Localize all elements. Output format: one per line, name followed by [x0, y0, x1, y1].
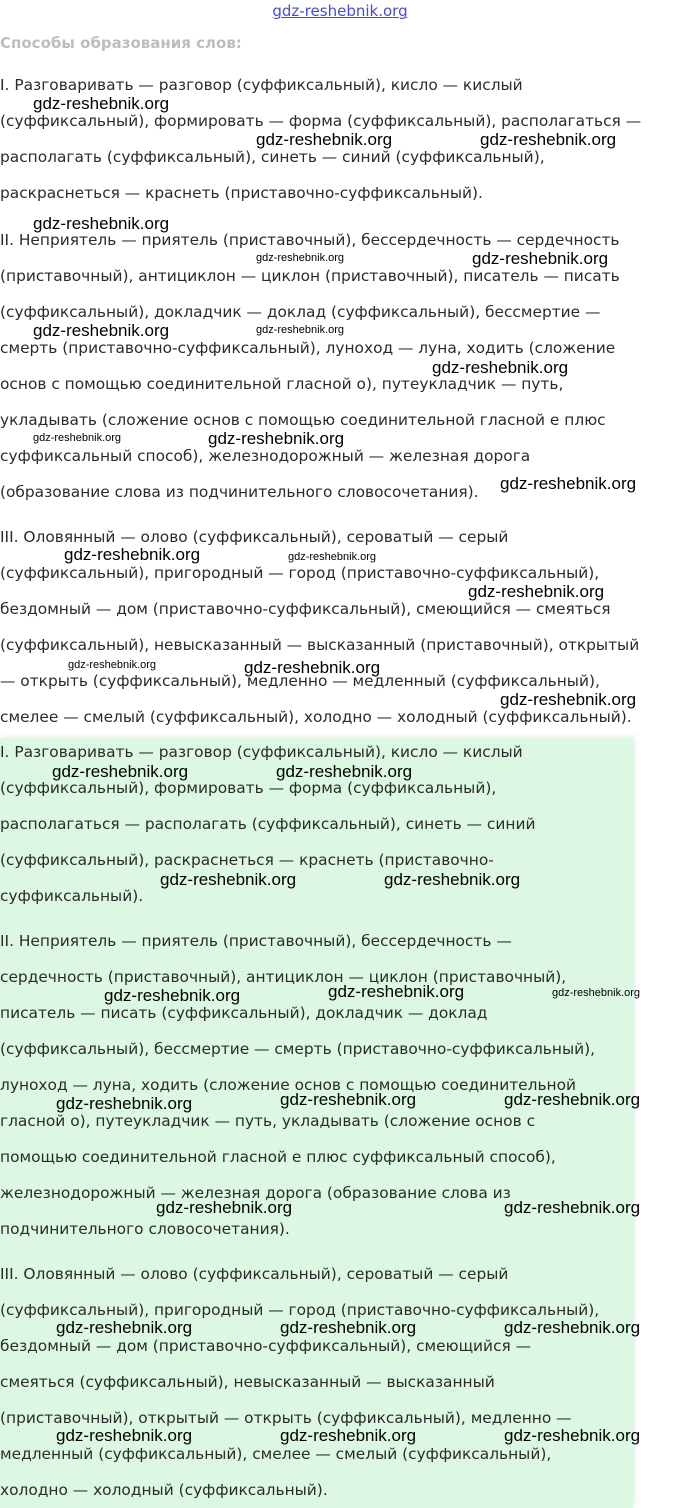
watermark: gdz-reshebnik.org [504, 1198, 641, 1217]
watermark: gdz-reshebnik.org [384, 870, 521, 889]
watermark: gdz-reshebnik.org [64, 545, 201, 564]
watermark: gdz-reshebnik.org [104, 986, 241, 1005]
watermark: gdz-reshebnik.org [244, 658, 381, 677]
page-heading: Способы образования слов: [0, 34, 242, 52]
watermark: gdz-reshebnik.org [256, 324, 345, 336]
watermark: gdz-reshebnik.org [276, 762, 413, 781]
watermark: gdz-reshebnik.org [156, 1198, 293, 1217]
watermark: gdz-reshebnik.org [468, 582, 605, 601]
watermark: gdz-reshebnik.org [504, 1426, 641, 1445]
watermark: gdz-reshebnik.org [500, 690, 637, 709]
alt-answer-section-1: I. Разговаривать — разговор (суффиксальный), кисло — кислый (суффиксальный), формировать — форма (суффиксальный), располагаться — располагать (суффиксальный), синеть — синий (суффиксальный), раскраснеться — краснеть (приставочно- суффиксальный). [0, 743, 536, 905]
watermark: gdz-reshebnik.org [280, 1318, 417, 1337]
watermark: gdz-reshebnik.org [52, 762, 189, 781]
alt-answer-section-3: III. Оловянный — олово (суффиксальный), сероватый — серый (суффиксальный), пригородный — город (приставочно-суффиксальный), бездомный — дом (приставочно-суффиксальный), смеющийся — смеяться (суффиксальный), невысказанный — высказанный (приставочный), открытый — открыть (суффиксальный), медленно — медленный (суффиксальный), смелее — смелый (суффиксальный), холодно — холодный (суффиксальный). [0, 1265, 600, 1499]
watermark: gdz-reshebnik.org [256, 252, 345, 264]
watermark: gdz-reshebnik.org [56, 1318, 193, 1337]
watermark: gdz-reshebnik.org [68, 659, 157, 671]
watermark: gdz-reshebnik.org [280, 1426, 417, 1445]
watermark: gdz-reshebnik.org [33, 321, 170, 340]
watermark: gdz-reshebnik.org [472, 249, 609, 268]
answer-section-1: I. Разговаривать — разговор (суффиксальный), кисло — кислый (суффиксальный), формировать — форма (суффиксальный), располагаться — располагать (суффиксальный), синеть — синий (суффиксальный), раскраснеться — краснеть (приставочно-суффиксальный). [0, 76, 642, 202]
watermark: gdz-reshebnik.org [480, 130, 617, 149]
alt-answer-section-2: II. Неприятель — приятель (приставочный), бессердечность — сердечность (приставочный), антициклон — циклон (приставочный), писатель — писать (суффиксальный), докладчик — доклад (суффиксальный), бессмертие — смерть (приставочно-суффиксальный), луноход — луна, ходить (сложение основ с помощью соединительной гласной о), путеукладчик — путь, укладывать (сложение основ с помощью соединительной гласной е плюс суффиксальный способ), железнодорожный — железная дорога (образование слова из подчинительного словосочетания). [0, 932, 595, 1238]
watermark: gdz-reshebnik.org [432, 358, 569, 377]
watermark: gdz-reshebnik.org [33, 214, 170, 233]
watermark: gdz-reshebnik.org [208, 429, 345, 448]
watermark: gdz-reshebnik.org [552, 987, 641, 999]
answer-section-2: II. Неприятель — приятель (приставочный), бессердечность — сердечность (приставочный), антициклон — циклон (приставочный), писатель — писать (суффиксальный), докладчик — доклад (суффиксальный), бессмертие — смерть (приставочно-суффиксальный), луноход — луна, ходить (сложение основ с помощью соединительной гласной о), путеукладчик — путь, укладывать (сложение основ с помощью соединительной гласной е плюс суффиксальный способ), железнодорожный — железная дорога (образование слова из подчинительного словосочетания). [0, 231, 620, 501]
watermark: gdz-reshebnik.org [504, 1090, 641, 1109]
watermark: gdz-reshebnik.org [328, 982, 465, 1001]
watermark: gdz-reshebnik.org [288, 551, 377, 563]
site-header-link[interactable]: gdz-reshebnik.org [272, 2, 408, 20]
watermark: gdz-reshebnik.org [160, 870, 297, 889]
watermark: gdz-reshebnik.org [280, 1090, 417, 1109]
watermark: gdz-reshebnik.org [504, 1318, 641, 1337]
watermark: gdz-reshebnik.org [56, 1094, 193, 1113]
watermark: gdz-reshebnik.org [33, 432, 122, 444]
watermark: gdz-reshebnik.org [500, 474, 637, 493]
answer-section-3: III. Оловянный — олово (суффиксальный), сероватый — серый (суффиксальный), пригородный — город (приставочно-суффиксальный), бездомный — дом (приставочно-суффиксальный), смеющийся — смеяться (суффиксальный), невысказанный — высказанный (приставочный), открытый — открыть (суффиксальный), медленно — медленный (суффиксальный), смелее — смелый (суффиксальный), холодно — холодный (суффиксальный). [0, 528, 640, 726]
watermark: gdz-reshebnik.org [256, 130, 393, 149]
watermark: gdz-reshebnik.org [33, 94, 170, 113]
watermark: gdz-reshebnik.org [56, 1426, 193, 1445]
